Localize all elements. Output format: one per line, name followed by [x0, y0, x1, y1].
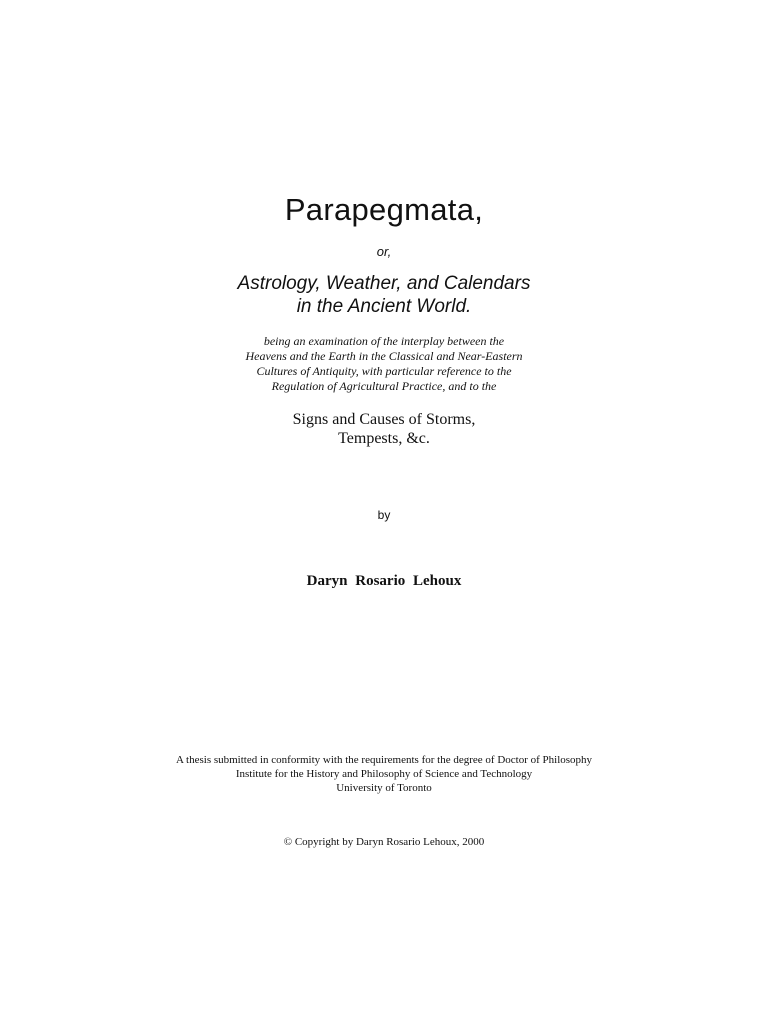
signs-line: Tempests, &c. — [338, 430, 430, 447]
author-name: Daryn Rosario Lehoux — [306, 573, 462, 589]
description-line: Cultures of Antiquity, with particular reference to the — [256, 364, 512, 378]
copyright-notice: © Copyright by Daryn Rosario Lehoux, 2000 — [283, 836, 485, 848]
thesis-line: A thesis submitted in conformity with the requirements for the degree of Doctor of Philosophy — [175, 754, 593, 766]
subtitle-line: Astrology, Weather, and Calendars — [237, 273, 531, 294]
description-line: being an examination of the interplay between the — [263, 334, 505, 348]
thesis-title: Parapegmata, — [284, 192, 484, 227]
description-line: Regulation of Agricultural Practice, and to the — [271, 379, 497, 393]
thesis-line: University of Toronto — [336, 782, 432, 794]
title-conjunction: or, — [376, 244, 392, 259]
signs-line: Signs and Causes of Storms, — [292, 411, 476, 428]
subtitle-line: in the Ancient World. — [296, 296, 472, 317]
thesis-line: Institute for the History and Philosophy of Science and Technology — [235, 768, 533, 780]
description-line: Heavens and the Earth in the Classical and Near-Eastern — [245, 349, 523, 363]
by-label: by — [377, 508, 391, 522]
